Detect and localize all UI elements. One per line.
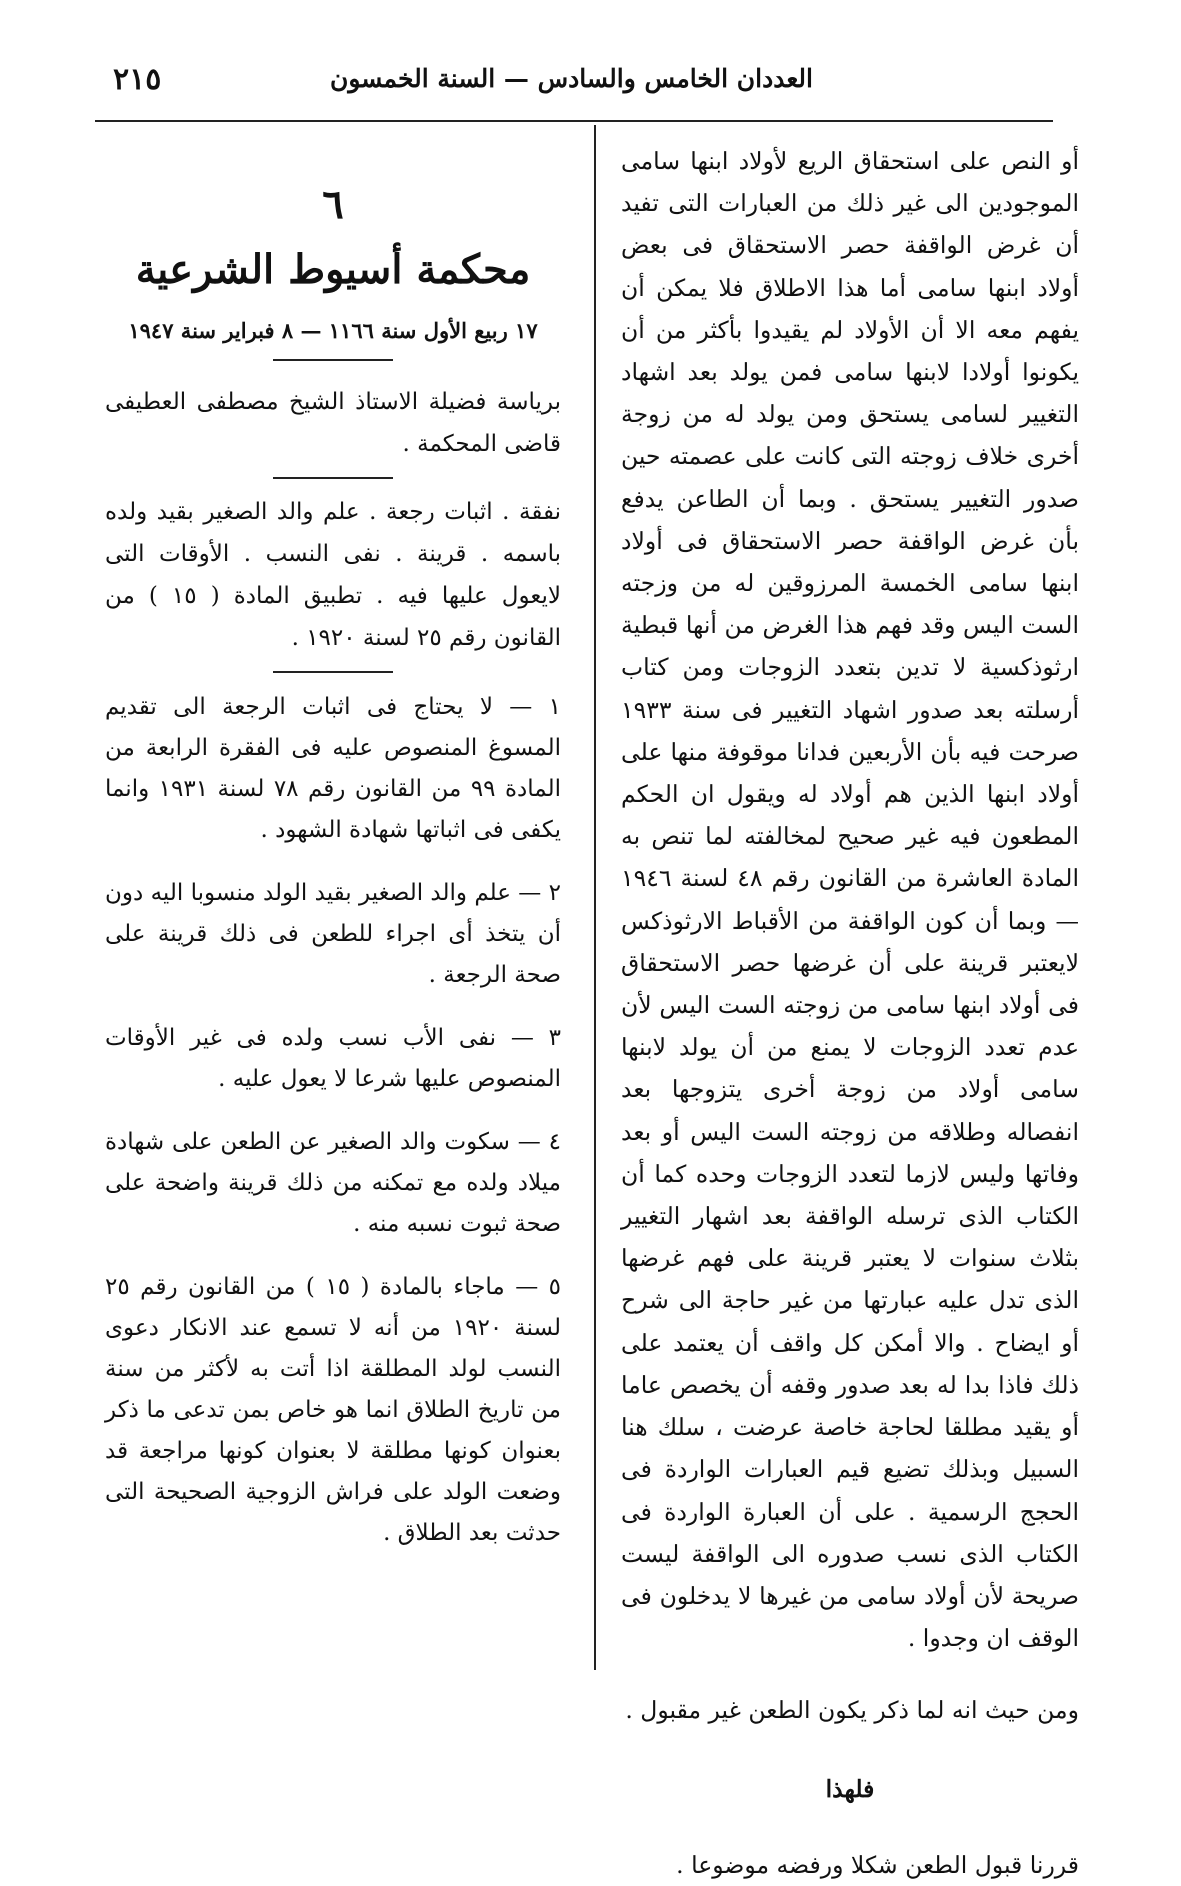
principle-item: ٥ — ماجاء بالمادة ( ١٥ ) من القانون رقم ٢٥ لسنة ١٩٢٠ من أنه لا تسمع عند الانكار دعوى النسب لولد المطلقة اذا أتت به لأكثر من سنة من تاريخ الطلاق انما هو خاص بمن تدعى ما ذكر بعنوان كونها مطلقة لا بعنوان كونها مراجعة قد وضعت الولد على فراش الزوجية الصحيحة التى حدثت بعد الطلاق .	[105, 1274, 562, 1546]
section-rule	[273, 477, 393, 479]
keywords-summary: نفقة . اثبات رجعة . علم والد الصغير بقيد ولده باسمه . قرينة . نفى النسب . الأوقات التى لايعول عليها فيه . تطبيق المادة ( ١٥ ) من القانون رقم ٢٥ لسنة ١٩٢٠ .	[105, 499, 561, 651]
page-number: ٢١٥	[113, 62, 162, 97]
court-name: محكمة أسيوط الشرعية	[135, 246, 531, 293]
principle-item: ٢ — علم والد الصغير بقيد الولد منسوبا اليه دون أن يتخذ أى اجراء للطعن فى ذلك قرينة على صحة الرجعة .	[105, 880, 561, 988]
column-divider	[594, 125, 596, 1670]
left-column	[105, 175, 561, 1554]
case-number: ٦	[322, 181, 344, 228]
running-title: العددان الخامس والسادس — السنة الخمسون	[329, 64, 813, 93]
header-rule	[95, 120, 1053, 122]
presidency-note: برياسة فضيلة الاستاذ الشيخ مصطفى العطيفى قاضى المحكمة .	[105, 389, 561, 457]
ruling-heading: فلهذا	[825, 1774, 875, 1803]
right-column	[621, 140, 1079, 1886]
date-line: ١٧ ربيع الأول سنة ١١٦٦ — ٨ فبراير سنة ١٩٤٧	[128, 318, 538, 343]
page-header	[95, 62, 1053, 106]
principles-list	[105, 687, 561, 1554]
principle-item: ٣ — نفى الأب نسب ولده فى غير الأوقات المنصوص عليها شرعا لا يعول عليه .	[105, 1025, 561, 1092]
ruling-paragraph: قررنا قبول الطعن شكلا ورفضه موضوعا .	[676, 1850, 1079, 1879]
section-rule	[273, 671, 393, 673]
principle-item: ١ — لا يحتاج فى اثبات الرجعة الى تقديم المسوغ المنصوص عليه فى الفقرة الرابعة من المادة ٩٩ من القانون رقم ٧٨ لسنة ١٩٣١ وانما يكفى فى اثباتها شهادة الشهود .	[105, 694, 562, 843]
body-paragraph: أو النص على استحقاق الريع لأولاد ابنها سامى الموجودين الى غير ذلك من العبارات التى تفيد أن غرض الواقفة حصر الاستحقاق فى بعض أولاد ابنها سامى أما هذا الاطلاق فلا يمكن أن يفهم معه الا أن الأولاد لم يقيدوا بأكثر من أن يكونوا أولادا لابنها سامى فمن يولد بعد اشهاد التغيير لسامى يستحق ومن يولد له من زوجة أخرى خلاف زوجته التى كانت على عصمته حين صدور التغيير يستحق . وبما أن الطاعن يدفع بأن غرض الواقفة حصر الاستحقاق فى أولاد ابنها سامى الخمسة المرزوقين له من وزجته الست اليس وقد فهم هذا الغرض من أنها قبطية ارثوذكسية لا تدين بتعدد الزوجات ومن كتاب أرسلته بعد صدور اشهاد التغيير فى سنة ١٩٣٣ صرحت فيه بأن الأربعين فدانا موقوفة منها على أولاد ابنها الذين هم أولاد له ويقول ان الحكم المطعون فيه غير صحيح لمخالفته لما تنص به المادة العاشرة من القانون رقم ٤٨ لسنة ١٩٤٦ — وبما أن كون الواقفة من الأقباط الارثوذكس لايعتبر قرينة على أن غرضها حصر الاستحقاق فى أولاد ابنها سامى من زوجته الست اليس لأن عدم تعدد الزوجات لا يمنع من أن يولد لابنها سامى أولاد من زوجة أخرى يتزوجها بعد انفصاله وطلاقه من زوجته الست اليس أو بعد وفاتها وليس لازما لتعدد الزوجات وحده كما أن الكتاب الذى ترسله الواقفة بعد اشهار التغيير بثلاث سنوات لا يعتبر قرينة على فهم غرضها الذى تدل عليه عبارتها من غير حاجة الى شرح أو ايضاح . والا أمكن كل واقف أن يعتمد على ذلك فاذا بدا له بعد صدور وقفه أن يخصص عاما أو يقيد مطلقا لحاجة خاصة عرضت ، سلك هنا السبيل وبذلك تضيع قيم العبارات الواردة فى الحجج الرسمية . على أن العبارة الواردة فى الكتاب الذى نسب صدوره الى الواقفة ليست صريحة لأن أولاد سامى من غيرها لا يدخلون فى الوقف ان وجدوا .	[621, 147, 1079, 1653]
section-rule	[273, 359, 393, 361]
principle-item: ٤ — سكوت والد الصغير عن الطعن على شهادة ميلاد ولده مع تمكنه من ذلك قرينة واضحة على صحة ثبوت نسبه منه .	[105, 1129, 561, 1237]
conclusion-paragraph: ومن حيث انه لما ذكر يكون الطعن غير مقبول .	[625, 1696, 1079, 1725]
